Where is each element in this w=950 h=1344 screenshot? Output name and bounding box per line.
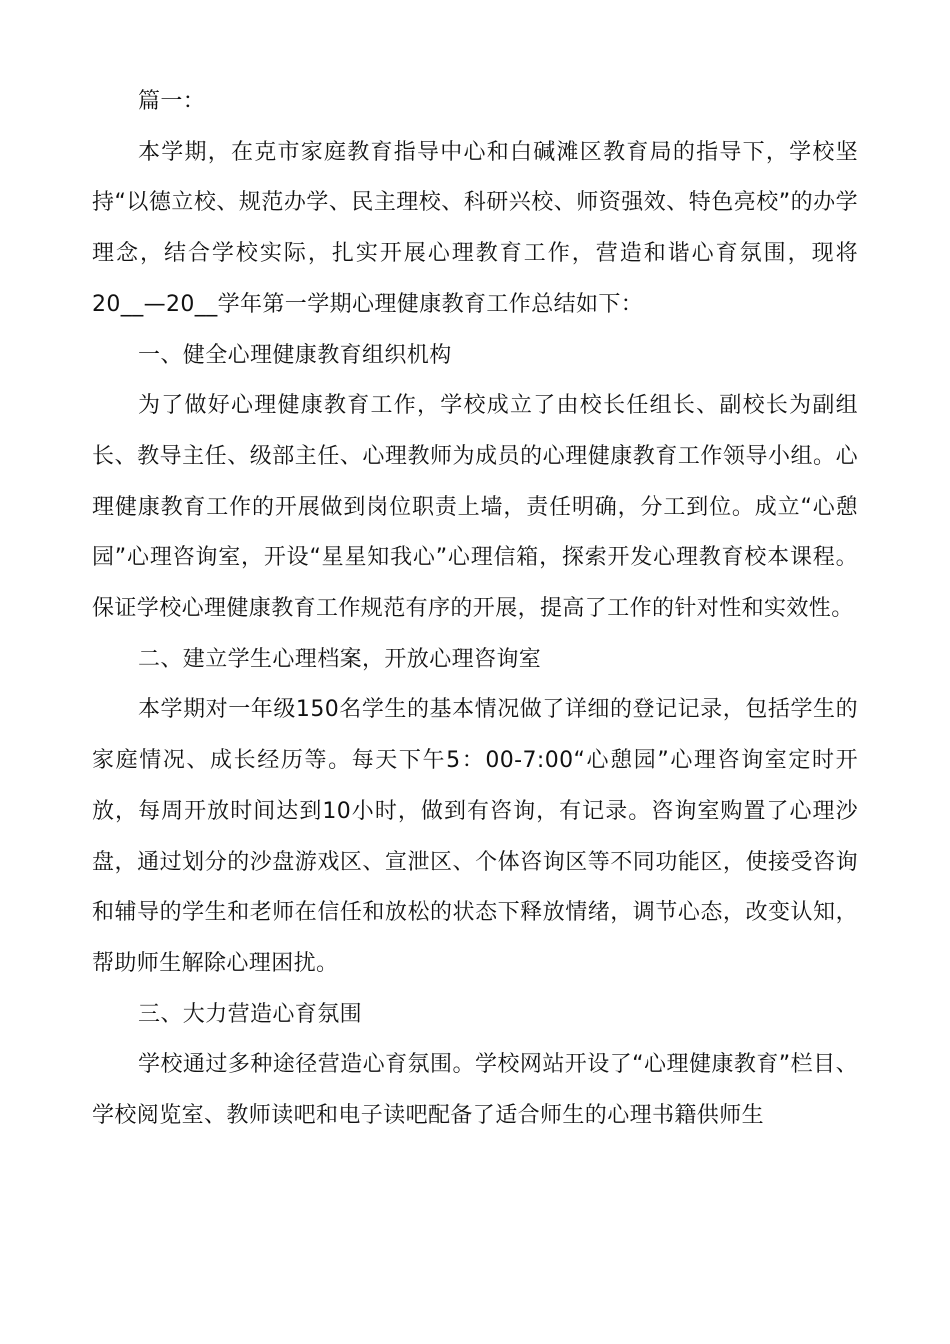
section-2-body: 本学期对一年级150名学生的基本情况做了详细的登记记录，包括学生的家庭情况、成长经历等。每天下午5：00-7:00“心憩园”心理咨询室定时开放，每周开放时间达到10小时，做到有咨询，有记录。咨询室购置了心理沙盘，通过划分的沙盘游戏区、宣泄区、个体咨询区等不同功能区，使接受咨询和辅导的学生和老师在信任和放松的状态下释放情绪，调节心态，改变认知，帮助师生解除心理困扰。 bbox=[92, 697, 858, 976]
section-3-body: 学校通过多种途径营造心育氛围。学校网站开设了“心理健康教育”栏目、学校阅览室、教师读吧和电子读吧配备了适合师生的心理书籍供师生 bbox=[92, 1052, 858, 1129]
section-1-body: 为了做好心理健康教育工作，学校成立了由校长任组长、副校长为副组长、教导主任、级部主任、心理教师为成员的心理健康教育工作领导小组。心理健康教育工作的开展做到岗位职责上墙，责任明确，分工到位。成立“心憩园”心理咨询室，开设“星星知我心”心理信箱，探索开发心理教育校本课程。保证学校心理健康教育工作规范有序的开展，提高了工作的针对性和实效性。 bbox=[92, 393, 858, 622]
section-1-heading: 一、健全心理健康教育组织机构 bbox=[138, 342, 452, 368]
intro-paragraph: 本学期，在克市家庭教育指导中心和白碱滩区教育局的指导下，学校坚持“以德立校、规范办学、民主理校、科研兴校、师资强效、特色亮校”的办学理念，结合学校实际，扎实开展心理教育工作，营造和谐心育氛围，现将20__—20__学年第一学期心理健康教育工作总结如下： bbox=[92, 139, 858, 317]
document-label: 篇一： bbox=[138, 89, 206, 114]
section-3-heading: 三、大力营造心育氛围 bbox=[138, 1001, 363, 1027]
section-2-heading: 二、建立学生心理档案，开放心理咨询室 bbox=[138, 646, 542, 672]
